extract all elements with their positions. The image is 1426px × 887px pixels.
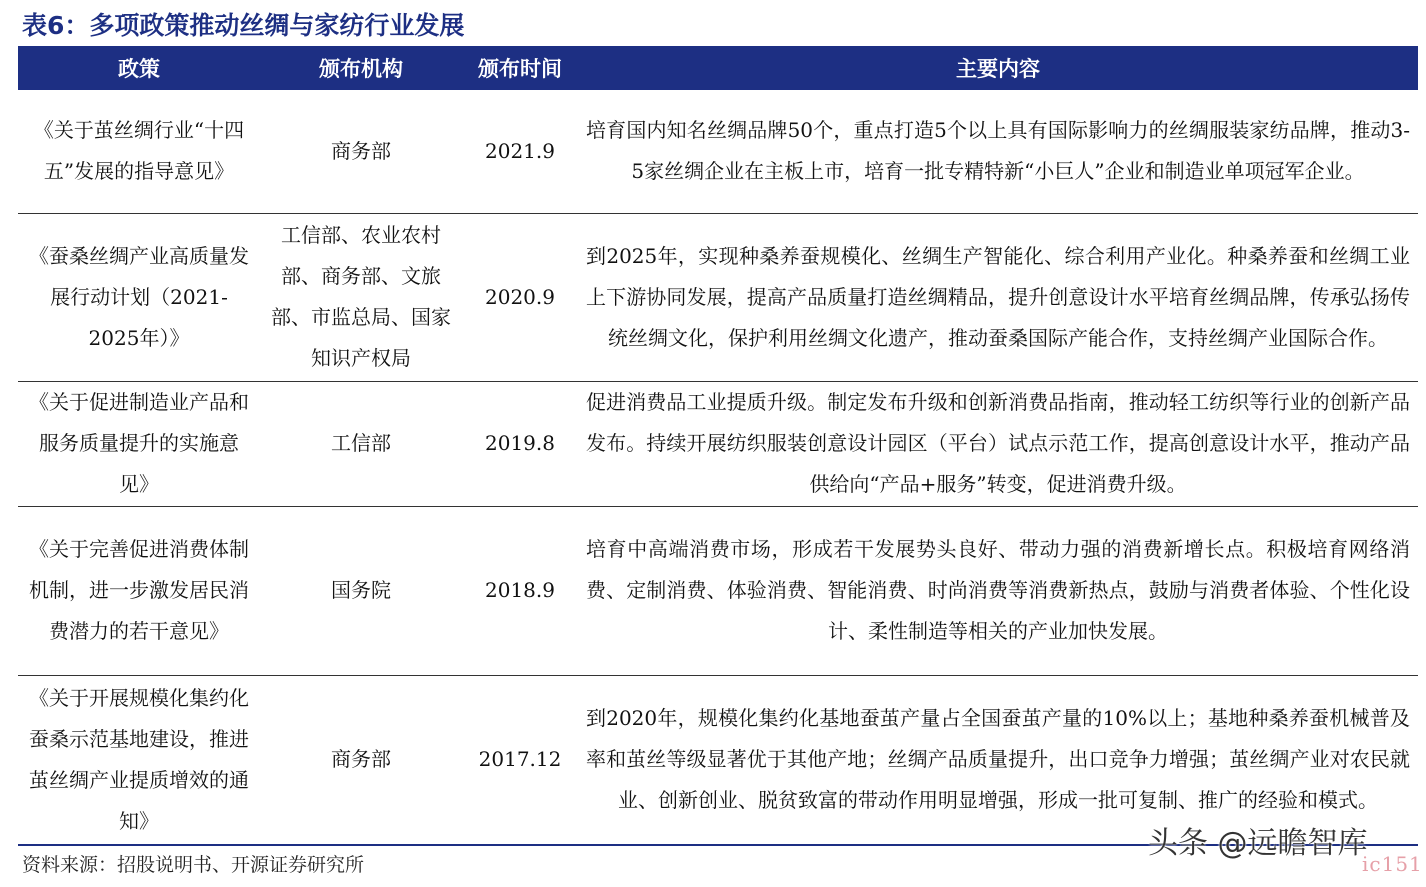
main-content: 促进消费品工业提质升级。制定发布升级和创新消费品指南，推动轻工纺织等行业的创新产品发布。持续开展纺织服装创意设计园区（平台）试点示范工作，提高创意设计水平，推动产品供给向“产品+服务”转变，促进消费升级。 xyxy=(578,381,1418,506)
issue-date: 2019.8 xyxy=(462,381,578,506)
issue-date: 2021.9 xyxy=(462,90,578,213)
issue-date: 2020.9 xyxy=(462,213,578,381)
main-content: 培育国内知名丝绸品牌50个，重点打造5个以上具有国际影响力的丝绸服装家纺品牌，推动3-5家丝绸企业在主板上市，培育一批专精特新“小巨人”企业和制造业单项冠军企业。 xyxy=(578,90,1418,213)
table-row xyxy=(18,506,1418,675)
source-note: 资料来源：招股说明书、开源证券研究所 xyxy=(22,854,365,876)
table-row xyxy=(18,213,1418,381)
main-content: 培育中高端消费市场，形成若干发展势头良好、带动力强的消费新增长点。积极培育网络消费、定制消费、体验消费、智能消费、时尚消费等消费新热点，鼓励与消费者体验、个性化设计、柔性制造等相关的产业加快发展。 xyxy=(578,506,1418,675)
main-content: 到2020年，规模化集约化基地蚕茧产量占全国蚕茧产量的10%以上；基地种桑养蚕机械普及率和茧丝等级显著优于其他产地；丝绸产品质量提升，出口竞争力增强；茧丝绸产业对农民就业、创新创业、脱贫致富的带动作用明显增强，形成一批可复制、推广的经验和模式。 xyxy=(578,675,1418,845)
policy-name: 《关于促进制造业产品和服务质量提升的实施意见》 xyxy=(18,381,260,506)
policy-name: 《蚕桑丝绸产业高质量发展行动计划（2021-2025年）》 xyxy=(18,213,260,381)
issuing-agency: 工信部 xyxy=(260,381,462,506)
table-title: 表6：多项政策推动丝绸与家纺行业发展 xyxy=(22,11,465,40)
issuing-agency: 工信部、农业农村部、商务部、文旅部、市监总局、国家知识产权局 xyxy=(260,213,462,381)
issuing-agency: 商务部 xyxy=(260,675,462,845)
issue-date: 2018.9 xyxy=(462,506,578,675)
issuing-agency: 商务部 xyxy=(260,90,462,213)
policy-name: 《关于完善促进消费体制机制，进一步激发居民消费潜力的若干意见》 xyxy=(18,506,260,675)
policy-table xyxy=(18,46,1418,846)
table-row xyxy=(18,675,1418,845)
issue-date: 2017.12 xyxy=(462,675,578,845)
table-row xyxy=(18,381,1418,506)
header-policy: 政策 xyxy=(18,46,260,90)
corner-mark: ic151 xyxy=(1362,852,1423,876)
table-row xyxy=(18,90,1418,213)
header-date: 颁布时间 xyxy=(462,46,578,90)
main-content: 到2025年，实现种桑养蚕规模化、丝绸生产智能化、综合利用产业化。种桑养蚕和丝绸工业上下游协同发展，提高产品质量打造丝绸精品，提升创意设计水平培育丝绸品牌，传承弘扬传统丝绸文化，保护利用丝绸文化遗产，推动蚕桑国际产能合作，支持丝绸产业国际合作。 xyxy=(578,213,1418,381)
watermark: 头条 @远瞻智库 xyxy=(1148,826,1368,861)
issuing-agency: 国务院 xyxy=(260,506,462,675)
header-content: 主要内容 xyxy=(578,46,1418,90)
table-header-row xyxy=(18,46,1418,90)
policy-name: 《关于茧丝绸行业“十四五”发展的指导意见》 xyxy=(18,90,260,213)
header-agency: 颁布机构 xyxy=(260,46,462,90)
policy-name: 《关于开展规模化集约化蚕桑示范基地建设，推进茧丝绸产业提质增效的通知》 xyxy=(18,675,260,845)
